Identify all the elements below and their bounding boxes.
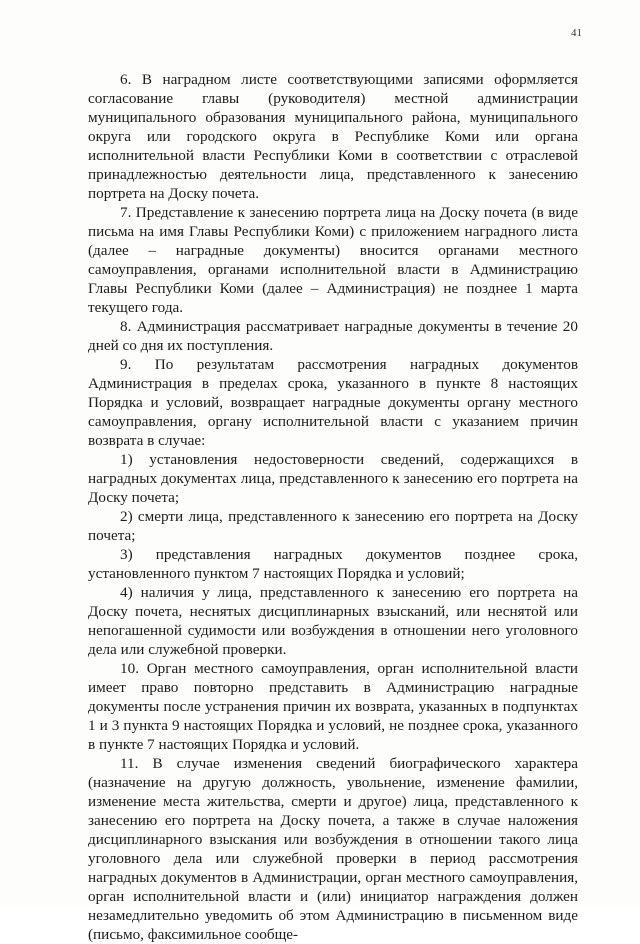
list-item-9-3: 3) представления наградных документов позднее срока, установленного пунктом 7 настоящих Порядка и условий; bbox=[88, 546, 578, 582]
list-item-9-2: 2) смерти лица, представленного к занесению его портрета на Доску почета; bbox=[88, 508, 578, 544]
paragraph-8: 8. Администрация рассматривает наградные документы в течение 20 дней со дня их поступления. bbox=[88, 318, 578, 354]
paragraph-9: 9. По результатам рассмотрения наградных документов Администрация в пределах срока, указанного в пункте 8 настоящих Порядка и условий, возвращает наградные документы органу местного самоуправления, органу исполнительной власти с указанием причин возврата в случае: bbox=[88, 356, 578, 449]
list-item-9-1: 1) установления недостоверности сведений, содержащихся в наградных документах лица, представленного к занесению его портрета на Доску почета; bbox=[88, 451, 578, 506]
page-number: 41 bbox=[571, 27, 582, 39]
paragraph-10: 10. Орган местного самоуправления, орган исполнительной власти имеет право повторно представить в Администрацию наградные документы после устранения причин их возврата, указанных в подпунктах 1 и 3 пункта 9 настоящих Порядка и условий, не позднее срока, указанного в пункте 7 настоящих Порядка и условий. bbox=[88, 660, 578, 753]
list-item-9-4: 4) наличия у лица, представленного к занесению его портрета на Доску почета, неснятых дисциплинарных взысканий, или неснятой или непогашенной судимости или возбуждения в отношении него уголовного дела или служебной проверки. bbox=[88, 584, 578, 658]
paragraph-11: 11. В случае изменения сведений биографического характера (назначение на другую должность, увольнение, изменение фамилии, изменение места жительства, смерти и другое) лица, представленного к занесению его портрета на Доску почета, а также в случае наложения дисциплинарного взыскания или возбуждения в отношении такого лица уголовного дела или служебной проверки в период рассмотрения наградных документов в Администрации, орган местного самоуправления, орган исполнительной власти и (или) инициатор награждения должен незамедлительно уведомить об этом Администрацию в письменном виде (письмо, факсимильное сообще- bbox=[88, 755, 578, 943]
paragraph-7: 7. Представление к занесению портрета лица на Доску почета (в виде письма на имя Главы Республики Коми) с приложением наградного листа (далее – наградные документы) вносится органами местного самоуправления, органами исполнительной власти в Администрацию Главы Республики Коми (далее – Администрация) не позднее 1 марта текущего года. bbox=[88, 204, 578, 316]
document-body bbox=[88, 70, 578, 944]
paragraph-6: 6. В наградном листе соответствующими записями оформляется согласование главы (руководителя) местной администрации муниципального образования муниципального района, муниципального округа или городского округа в Республике Коми или органа исполнительной власти Республики Коми в соответствии с отраслевой принадлежностью деятельности лица, представленного к занесению портрета на Доску почета. bbox=[88, 71, 578, 202]
